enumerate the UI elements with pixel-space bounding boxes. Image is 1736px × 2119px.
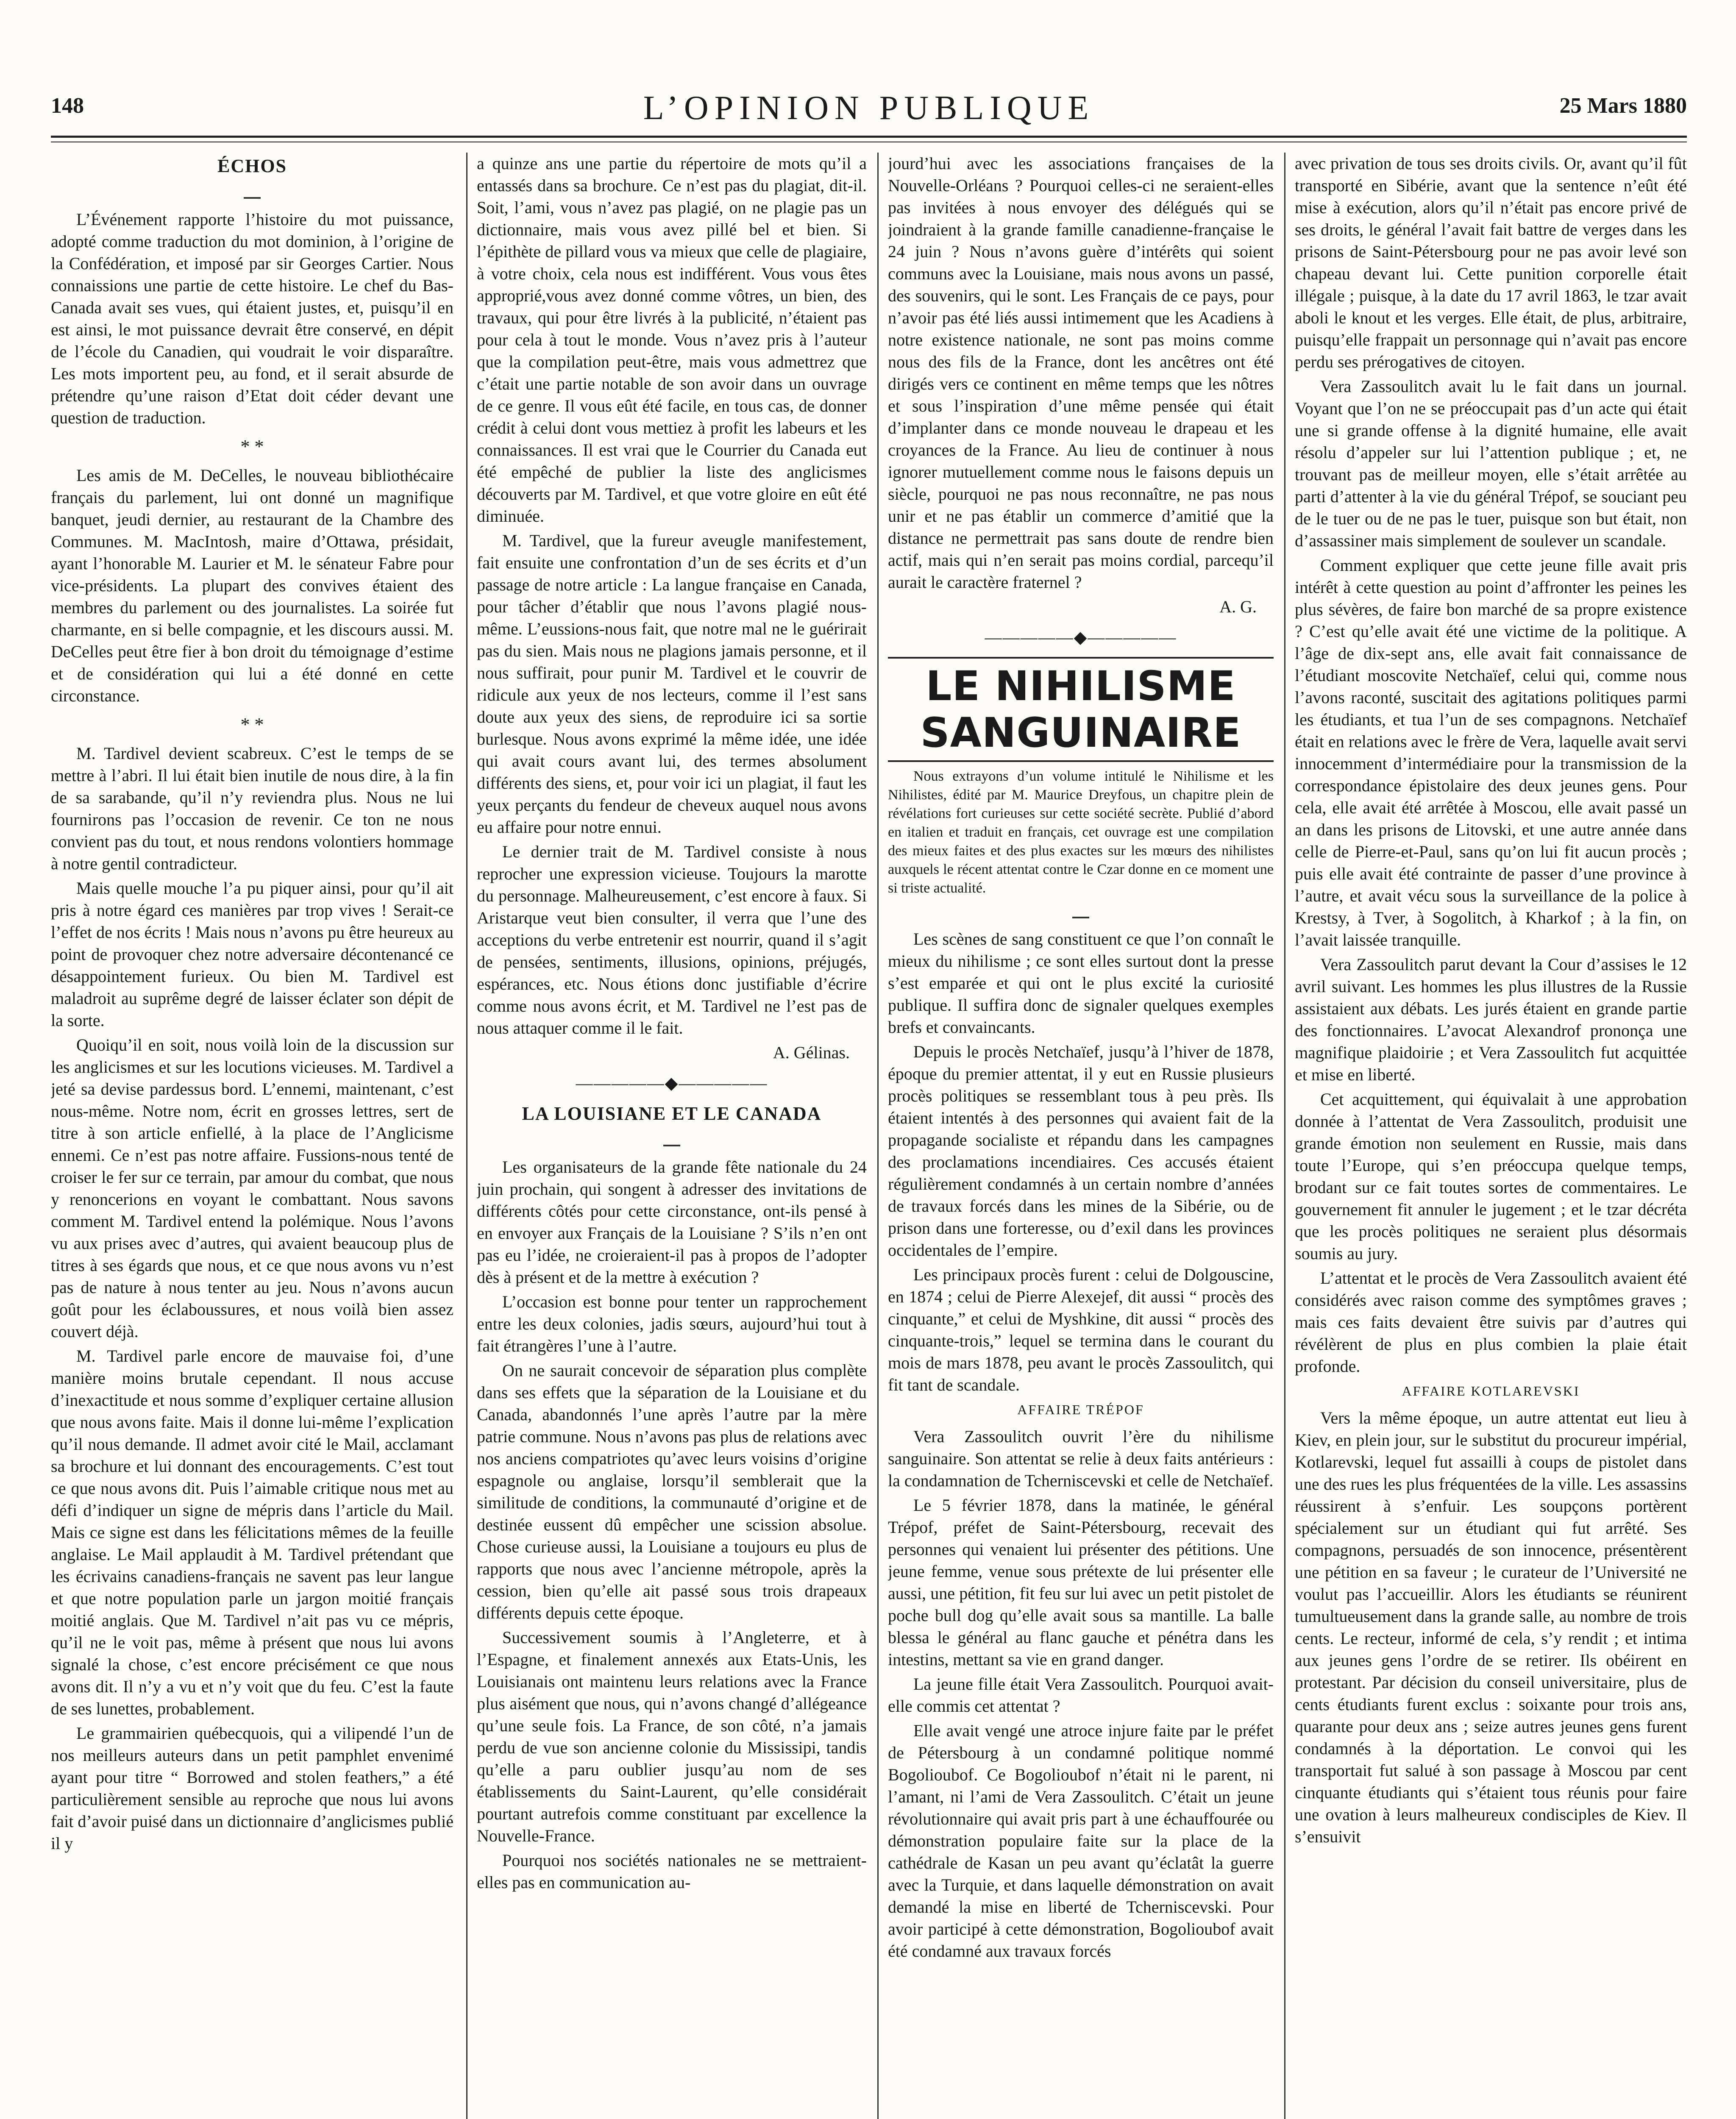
paragraph: Les organisateurs de la grande fête nationale du 24 juin prochain, qui songent à adresser des invitations de différents côtés pour cette circonstance, ont-ils pensé à en envoyer aux Français de la Louisiane ? S’ils n’en ont pas eu l’idée, ne croieraient-il pas à propos de l’adopter dès à présent et de la mettre à exécution ? <box>477 1157 867 1287</box>
paragraph: Cet acquittement, qui équivalait à une approbation donnée à l’attentat de Vera Zassoulitch, produisit une grande émotion non seulement en Russie, mais dans toute l’Europe, qui s’en préoccupa quelque temps, brodant sur ce fait toutes sortes de commentaires. Le gouvernement fit annuler le jugement ; et le tzar décréta que les procès politiques ne seraient plus désormais soumis au jury. <box>1295 1090 1687 1263</box>
column-3 <box>888 153 1274 2119</box>
intro-paragraph: Nous extrayons d’un volume intitulé le Nihilisme et les Nihilistes, édité par M. Maurice Dreyfous, un chapitre plein de révélations fort curieuses sur cette société secrète. Publié d’abord en italien et traduit en français, cet ouvrage est une compilation des mieux faites et des plus exactes sur les mœurs des nihilistes auxquels le récent attentat contre le Czar donne en ce moment une si triste actualité. <box>888 768 1274 896</box>
paragraph: Le 5 février 1878, dans la matinée, le général Trépof, préfet de Saint-Pétersbourg, recevait des personnes qui venaient lui présenter des pétitions. Une jeune femme, venue sous prétexte de lui présenter elle aussi, une pétition, fit feu sur lui avec un petit pistolet de poche bull dog qu’elle avait sous sa mantille. La balle blessa le général au flanc gauche et pénétra dans les intestins, mettant sa vie en grand danger. <box>888 1496 1274 1669</box>
paragraph: Elle avait vengé une atroce injure faite par le préfet de Pétersbourg à un condamné politique nommé Bogolioubof. Ce Bogolioubof n’était ni le parent, ni l’amant, ni l’ami de Vera Zassoulitch. C’était un jeune révolutionnaire qui avait pris part à une échauffourée ou démonstration populaire faite sur la place de la cathédrale de Kasan un peu avant qu’éclatât la guerre avec la Turquie, et dans laquelle démonstration on avait demandé la mise en liberté de Tcherniscevski. Pour avoir participé à cette démonstration, Bogolioubof avait été condamné aux travaux forcés <box>888 1721 1274 1960</box>
column-divider <box>877 153 879 2119</box>
paragraph: Successivement soumis à l’Angleterre, et à l’Espagne, et finalement annexés aux Etats-Unis, les Louisianais ont maintenu leurs relations avec la France plus aisément que nous, qui n’avons changé d’allégeance qu’une seule fois. La France, de son côté, n’a jamais perdu de vue son ancienne colonie du Mississipi, tandis qu’elle a paru oublier jusqu’au nom de ses établissements du Saint-Laurent, qu’elle considérait pourtant autrefois comme constituant par excellence la Nouvelle-France. <box>477 1628 867 1845</box>
column-divider <box>1284 153 1285 2119</box>
paragraph: Vera Zassoulitch parut devant la Cour d’assises le 12 avril suivant. Les hommes les plus illustres de la Russie assistaient aux débats. Les jurés étaient en grande partie des fonctionnaires. L’avocat Alexandrof prononça une magnifique plaidoirie ; et Vera Zassoulitch fut acquittée et mise en liberté. <box>1295 955 1687 1084</box>
section-heading-echos: ÉCHOS <box>217 156 287 176</box>
paragraph: Les amis de M. DeCelles, le nouveau bibliothécaire français du parlement, lui ont donné un magnifique banquet, jeudi dernier, au restaurant de la Chambre des Communes. M. MacIntosh, maire d’Ottawa, présidait, ayant l’honorable M. Laurier et M. le sénateur Fabre pour vice-présidents. La plupart des convives étaient des membres du parlement ou des journalistes. La soirée fut charmante, en si belle compagnie, et les discours aussi. M. DeCelles peut être fier à bon droit du témoignage d’estime et de considération qui lui a été donné en cette circonstance. <box>51 466 453 705</box>
paragraph: Pourquoi nos sociétés nationales ne se mettraient-elles pas en communication au- <box>477 1851 867 1892</box>
paragraph: Vers la même époque, un autre attentat eut lieu à Kiev, en plein jour, sur le substitut du procureur impérial, Kotlarevski, lequel fut assailli à coups de pistolet dans une des rues les plus fréquentées de la ville. Les assassins réussirent à s’enfuir. Les soupçons portèrent spécialement sur un étudiant qui fut arrêté. Ses compagnons, persuadés de son innocence, présentèrent une pétition en sa faveur ; le curateur de l’Université ne voulut pas l’accueillir. Alors les étudiants se réunirent tumultueusement dans la grande salle, au nombre de trois cents. Le recteur, informé de cela, s’y rendit ; et intima aux jeunes gens l’ordre de se retirer. Ils obéirent en protestant. Par décision du conseil universitaire, plus de cents étudiants furent exclus : soixante pour trois ans, quarante pour deux ans ; seize autres jeunes gens furent condamnés à la déportation. Le convoi qui les transportait fut salué à son passage à Moscou par cent cinquante étudiants qui s’étaient tous réunis pour faire une ovation à leurs malheureux condisciples de Kiev. Il s’ensuivit <box>1295 1408 1687 1846</box>
paragraph: La jeune fille était Vera Zassoulitch. Pourquoi avait-elle commis cet attentat ? <box>888 1674 1274 1716</box>
header-rule <box>51 136 1687 138</box>
heading-dash <box>51 182 453 204</box>
column-2 <box>477 153 867 2119</box>
asterism-separator: * * <box>240 714 264 735</box>
paragraph: Les scènes de sang constituent ce que l’on connaît le mieux du nihilisme ; ce sont elles surtout dont la presse s’est emparée et qui ont le plus excité la curiosité publique. Il suffira donc de signaler quelques exemples brefs et convaincants. <box>888 929 1274 1037</box>
paragraph: Le dernier trait de M. Tardivel consiste à nous reprocher une expression vicieuse. Toujours la marotte du personnage. Malheureusement, c’est encore à faux. Si Aristarque veut bien consulter, il verra que l’une des acceptions du verbe entretenir est nourrir, quand il s’agit de pensées, sentiments, illusions, opinions, préjugés, espérances, etc. Nous étions donc justifiable d’écrire comme nous avons écrit, et M. Tardivel ne l’est pas de nous attaquer comme il le fait. <box>477 842 867 1037</box>
signature: A. Gélinas. <box>773 1043 850 1062</box>
section-heading-louisiane: LA LOUISIANE ET LE CANADA <box>522 1103 822 1124</box>
paragraph: L’occasion est bonne pour tenter un rapprochement entre les deux colonies, jadis sœurs, aujourd’hui tout à fait étrangères l’une à l’autre. <box>477 1292 867 1355</box>
masthead <box>51 89 1687 140</box>
paragraph: On ne saurait concevoir de séparation plus complète dans ses effets que la séparation de la Louisiane et du Canada, abandonnés l’une après l’autre par la mère patrie commune. Nous n’avons pas plus de relations avec nos anciens compatriotes qu’avec leurs voisins d’origine espagnole ou anglaise, lorsqu’il semblerait que la similitude de conditions, la communauté d’origine et de destinée eussent dû empêcher une scission absolue. Chose curieuse aussi, la Louisiane a toujours eu plus de rapports que nous avec l’ancienne métropole, après la cession, bien qu’elle ait passé sous trois drapeaux différents depuis cette époque. <box>477 1361 867 1622</box>
column-4 <box>1295 153 1687 2119</box>
paragraph: Comment expliquer que cette jeune fille avait pris intérêt à cette question au point d’affronter les peines les plus sévères, de faire bon marché de sa propre existence ? C’est qu’elle avait été une victime de la politique. A l’âge de dix-sept ans, elle avait fait connaissance de l’étudiant moscovite Netchaïef, celui qui, comme nous l’avons raconté, suscitait des agitations politiques parmi les étudiants, et tua l’un de ses compagnons. Netchaïef était en relations avec le frère de Vera, laquelle avait servi innocemment d’intermédiaire pour la transmission de la correspondance épistolaire des deux jeunes gens. Pour cela, elle avait été arrêtée à Moscou, elle avait passé un an dans les prisons de Litovski, et une autre année dans celle de Pierre-et-Paul, sans qu’on lui fit aucun procès ; puis elle avait été contrainte de passer d’une province à l’autre, et avait vécu sous la surveillance de la police à Krestsy, à Tver, à Sogolitch, à Kharkof ; à la fin, on l’avait laissée tranquille. <box>1295 556 1687 949</box>
paragraph: Les principaux procès furent : celui de Dolgouscine, en 1874 ; celui de Pierre Alexejef, dit aussi “ procès des cinquante,” et celui de Myshkine, dit aussi “ procès des cinquante-trois,” lequel se termina dans le courant du mois de mars 1878, peu avant le procès Zassoulitch, qui fit tant de scandale. <box>888 1265 1274 1394</box>
asterism-separator: * * <box>240 436 264 457</box>
paragraph: L’attentat et le procès de Vera Zassoulitch avaient été considérés avec raison comme des symptômes graves ; mais ces faits devaient être suivis par d’autres qui révélèrent de plus en plus combien la plaie était profonde. <box>1295 1268 1687 1376</box>
paragraph: jourd’hui avec les associations françaises de la Nouvelle-Orléans ? Pourquoi celles-ci ne seraient-elles pas invitées à nous envoyer des délégués qui se joindraient à la grande famille canadienne-française le 24 juin ? Nous n’avons guère d’intérêts qui soient communs avec la Louisiane, mais nous avons un passé, des souvenirs, qui le sont. Les Français de ce pays, pour n’avoir pas été liés aussi intimement que les Acadiens à notre existence nationale, ne sont pas moins comme nous des fils de la France, dont les ancêtres ont été dirigés vers ce continent en même temps que les nôtres et sous l’inspiration d’une même pensée qui était d’implanter dans ce monde nouveau le drapeau et les croyances de la France. Au lieu de continuer à nous ignorer mutuellement comme nous le faisons depuis un siècle, pourquoi ne pas nous reconnaître, ne pas nous unir et ne pas établir un commerce d’amitié que la distance ne permettrait pas sans doute de rendre bien actif, mais qui n’en serait pas moins cordial, parcequ’il aurait le caractère fraternel ? <box>888 154 1274 592</box>
paragraph: M. Tardivel parle encore de mauvaise foi, d’une manière moins brutale cependant. Il nous accuse d’inexactitude et nous somme d’expliquer certaine allusion que nous avons faite. Mais il donne lui-même l’explication qu’il nous demande. Il admet avoir cité le Mail, acclamant sa brochure et lui donnant des encouragements. C’est tout ce que nous avons dit. Puis l’aimable critique nous met au défi d’indiquer un signe de mépris dans l’article du Mail. Mais ce signe est dans les félicitations mêmes de la feuille anglaise. Le Mail applaudit à M. Tardivel prétendant que les écrivains canadiens-français ne savent pas leur langue et que notre population parle un jargon moitié français moitié anglais. Que M. Tardivel n’ait pas vu ce mépris, qu’il ne le voit pas, même à présent que nous lui avons signalé la chose, c’est encore précisément ce que nous avons dit. Il n’y a vu et n’y voit que du feu. C’est la faute de ses lunettes, probablement. <box>51 1346 453 1718</box>
column-1 <box>51 153 453 2119</box>
newspaper-title: L’OPINION PUBLIQUE <box>643 89 1095 127</box>
heading-dash <box>888 902 1274 924</box>
paragraph: avec privation de tous ses droits civils. Or, avant qu’il fût transporté en Sibérie, avant que la sentence n’eût été mise à exécution, alors qu’il n’était pas encore privé de ses droits, le général l’avait fait battre de verges dans les prisons de Saint-Pétersbourg pour ne pas avoir levé son chapeau devant lui. Cette punition corporelle était illégale ; puisque, à la date du 17 avril 1863, le tzar avait aboli le knout et les verges. Elle était, de plus, arbitraire, puisqu’elle frappait un personnage qui n’avait pas encore perdu ses prérogatives de citoyen. <box>1295 154 1687 371</box>
subsection-heading-trepof: AFFAIRE TRÉPOF <box>1017 1402 1144 1417</box>
ornament-divider: —————◆————— <box>985 628 1177 647</box>
heading-dash <box>477 1130 867 1152</box>
paragraph: Le grammairien québecquois, qui a vilipendé l’un de nos meilleurs auteurs dans un petit pamphlet envenimé ayant pour titre “ Borrowed and stolen feathers,” a été particulièrement sensible au reproche que nous lui avons fait d’avoir puisé dans un dictionnaire d’anglicismes publié il y <box>51 1724 453 1853</box>
paragraph: M. Tardivel, que la fureur aveugle manifestement, fait ensuite une confrontation d’un de ses écrits et d’un passage de notre article : La langue française en Canada, pour tâcher d’établir que nous l’avons plagié nous-même. L’eussions-nous fait, que notre mal ne le guérirait pas du sien. Mais nous ne plagions jamais personne, et il nous suffirait, pour punir M. Tardivel et le couvrir de ridicule aux yeux de nos lecteurs, comme il l’est sans doute aux yeux des siens, de reproduire ici sa sortie burlesque. Nous avons exprimé la même idée, une idée qui avait cours avant lui, des termes absolument différents des siens, et, pour voir ici un plagiat, il faut les yeux perçants du fendeur de cheveux auquel nous avons eu affaire pour notre ennui. <box>477 531 867 837</box>
paragraph: Vera Zassoulitch ouvrit l’ère du nihilisme sanguinaire. Son attentat se relie à deux faits antérieurs : la condamnation de Tcherniscevski et celle de Netchaïef. <box>888 1427 1274 1490</box>
paragraph: Mais quelle mouche l’a pu piquer ainsi, pour qu’il ait pris à notre égard ces manières par trop vives ! Serait-ce l’effet de nos écrits ! Mais nous n’avons pu être heureux au point de provoquer chez notre adversaire décontenancé ce désappointement furieux. Ou bien M. Tardivel est maladroit au suprême degré de laisser éclater son dépit de la sorte. <box>51 879 453 1030</box>
page-number: 148 <box>51 94 84 118</box>
paragraph: Depuis le procès Netchaïef, jusqu’à l’hiver de 1878, époque du premier attentat, il y eut en Russie plusieurs procès politiques se ressemblant tous à peu près. Ils étaient intentés à des personnes qui avaient fait de la propagande socialiste et répandu dans les campagnes des proclamations incendiaires. Ces accusés étaient régulièrement condamnés à un certain nombre d’années de travaux forcés dans les mines de la Sibérie, ou de prison dans une forteresse, ou d’exil dans les provinces occidentales de l’empire. <box>888 1042 1274 1260</box>
section-heading-nihilisme: LE NIHILISME SANGUINAIRE <box>888 657 1274 762</box>
column-divider <box>466 153 467 2119</box>
subsection-heading-kotlarevski: AFFAIRE KOTLAREVSKI <box>1402 1383 1580 1399</box>
paragraph: M. Tardivel devient scabreux. C’est le temps de se mettre à l’abri. Il lui était bien inutile de nous dire, à la fin de sa sarabande, qu’il n’y reviendra plus. Nous ne lui fournirons pas l’occasion de revenir. Ce ton ne nous convient pas du tout, et nous rendons volontiers hommage à notre gentil contradicteur. <box>51 744 453 873</box>
paragraph: L’Événement rapporte l’histoire du mot puissance, adopté comme traduction du mot dominion, à l’origine de la Confédération, et imposé par sir Georges Cartier. Nous connaissions une partie de cette histoire. Le chef du Bas-Canada avait ses vues, qui étaient justes, et, puisqu’il en est ainsi, le mot puissance devrait être conservé, en dépit de l’école du Canadien, qui voudrait le voir disparaître. Les mots importent peu, au fond, et il serait absurde de prétendre qu’une raison d’Etat doit céder devant une question de traduction. <box>51 210 453 427</box>
signature: A. G. <box>1219 597 1257 616</box>
paragraph: Quoiqu’il en soit, nous voilà loin de la discussion sur les anglicismes et sur les locutions vicieuses. M. Tardivel a jeté sa devise pardessus bord. L’ennemi, maintenant, c’est nous-même. Notre nom, écrit en grosses lettres, sert de titre à son article enfiellé, à la place de l’Anglicisme ennemi. Ce n’est pas notre affaire. Fussions-nous tenté de croiser le fer sur ce terrain, par amour du combat, que nous y renoncerions en voyant le combattant. Nous savons comment M. Tardivel entend la polémique. Nous l’avons vu aux prises avec d’autres, qui avaient beaucoup plus de titres à ses égards que nous, et ce que nous avons vu n’est pas de nature à nous tenter au jeu. Nous n’avons aucun goût pour les éclaboussures, et nous voilà bien assez couvert déjà. <box>51 1035 453 1341</box>
paragraph: a quinze ans une partie du répertoire de mots qu’il a entassés dans sa brochure. Ce n’est pas du plagiat, dit-il. Soit, l’ami, vous n’avez pas plagié, on ne plagie pas un dictionnaire, mais vous avez pillé bel et bien. Si l’épithète de pillard vous va mieux que celle de plagiaire, à votre choix, cela nous est indifférent. Vous vous êtes approprié,vous avez donné comme vôtres, un bien, des travaux, qui pour être livrés à la publicité, n’étaient pas pour cela à tout le monde. Vous n’avez pris à l’auteur que la compilation peut-être, mais vous admettrez que c’était une partie notable de son avoir dans un ouvrage de ce genre. Il vous eût été facile, en tous cas, de donner crédit à celui dont vous mettiez à profit les labeurs et les connaissances. Il est vrai que le Courrier du Canada eut été empêché de publier la liste des anglicismes découverts par M. Tardivel, et que votre gloire en eût été diminuée. <box>477 154 867 526</box>
paragraph: Vera Zassoulitch avait lu le fait dans un journal. Voyant que l’on ne se préoccupait pas d’un acte qui était une si grande offense à la dignité humaine, elle avait résolu d’appeler sur lui l’attention publique ; et, ne trouvant pas de meilleur moyen, elle s’était arrêtée au parti d’attenter à la vie du général Trépof, se souciant peu de le tuer ou de ne pas le tuer, puisque son but était, non d’assassiner mais simplement de soulever un scandale. <box>1295 377 1687 550</box>
ornament-divider: —————◆————— <box>576 1073 768 1093</box>
issue-date: 25 Mars 1880 <box>1559 94 1687 118</box>
